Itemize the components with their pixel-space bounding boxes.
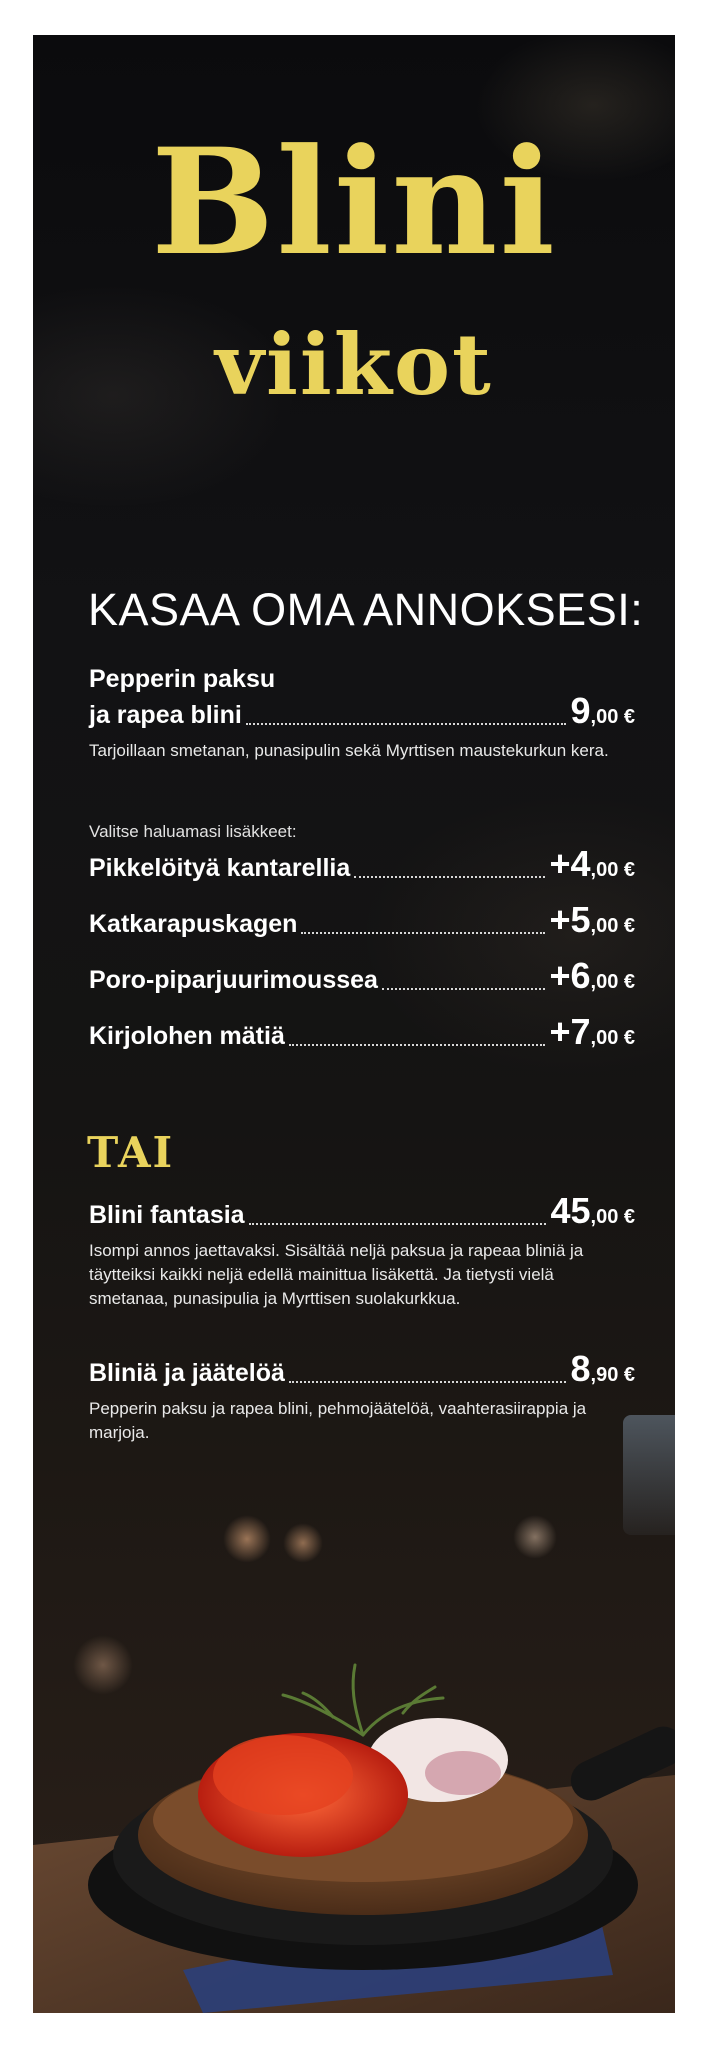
blini-pan-illustration-icon	[33, 1415, 675, 2013]
base-item-description: Tarjoillaan smetanan, punasipulin sekä Myrttisen maustekurkun kera.	[89, 741, 609, 760]
price-major: +6	[549, 955, 591, 996]
addon-name: Poro-piparjuurimoussea	[89, 966, 378, 994]
price-major: +4	[549, 843, 591, 884]
section-heading: KASAA OMA ANNOKSESI:	[88, 584, 644, 635]
base-item	[89, 663, 635, 763]
menu-poster	[33, 35, 675, 2013]
dotted-leader	[289, 1381, 567, 1383]
price-major: 9	[570, 690, 591, 731]
price-minor: ,00 €	[590, 1027, 635, 1049]
dotted-leader	[382, 988, 546, 990]
addon-name: Kirjolohen mätiä	[89, 1022, 285, 1050]
price-major: 8	[570, 1348, 591, 1389]
addon-item	[89, 899, 635, 942]
addon-price	[549, 955, 635, 998]
special-name: Blini fantasia	[89, 1201, 245, 1229]
base-item-price	[570, 690, 635, 733]
divider-heading: TAI	[87, 1128, 175, 1177]
title-main: Blini	[151, 117, 557, 288]
base-item-name-line1: Pepperin paksu	[89, 665, 276, 693]
addon-price	[549, 843, 635, 886]
base-item-name-line2: ja rapea blini	[89, 701, 242, 729]
price-minor: ,00 €	[590, 1206, 635, 1228]
addons-label: Valitse haluamasi lisäkkeet:	[89, 822, 297, 841]
price-major: +5	[549, 899, 591, 940]
addon-item	[89, 843, 635, 886]
dotted-leader	[249, 1223, 547, 1225]
addon-name: Katkarapuskagen	[89, 910, 298, 938]
special-name: Bliniä ja jäätelöä	[89, 1359, 285, 1387]
price-minor: ,00 €	[590, 971, 635, 993]
addon-name: Pikkelöityä kantarellia	[89, 854, 351, 882]
special-price	[550, 1190, 635, 1233]
special-item	[89, 1190, 635, 1311]
blini-pan-photo-icon	[33, 1415, 675, 2013]
dotted-leader	[301, 932, 545, 934]
price-minor: ,00 €	[590, 859, 635, 881]
addon-price	[549, 899, 635, 942]
dotted-leader	[246, 723, 567, 725]
price-minor: ,00 €	[590, 706, 635, 728]
price-major: 45	[550, 1190, 591, 1231]
price-major: +7	[549, 1011, 591, 1052]
addon-price	[549, 1011, 635, 1054]
addon-item	[89, 1011, 635, 1054]
special-description: Pepperin paksu ja rapea blini, pehmojäätelöä, vaahterasiirappia ja marjoja.	[89, 1399, 587, 1442]
price-minor: ,90 €	[590, 1364, 635, 1386]
base-item-row	[89, 690, 635, 733]
special-description: Isompi annos jaettavaksi. Sisältää neljä paksua ja rapeaa bliniä ja täytteiksi kaikki neljä edellä mainittua lisäkettä. Ja tietysti vielä smetanaa, punasipulia ja Myrttisen suolakurkkua.	[89, 1241, 584, 1308]
addon-item	[89, 955, 635, 998]
dotted-leader	[289, 1044, 546, 1046]
title-sub: viikot	[215, 315, 493, 414]
price-minor: ,00 €	[590, 915, 635, 937]
special-price	[570, 1348, 635, 1391]
dotted-leader	[354, 876, 545, 878]
